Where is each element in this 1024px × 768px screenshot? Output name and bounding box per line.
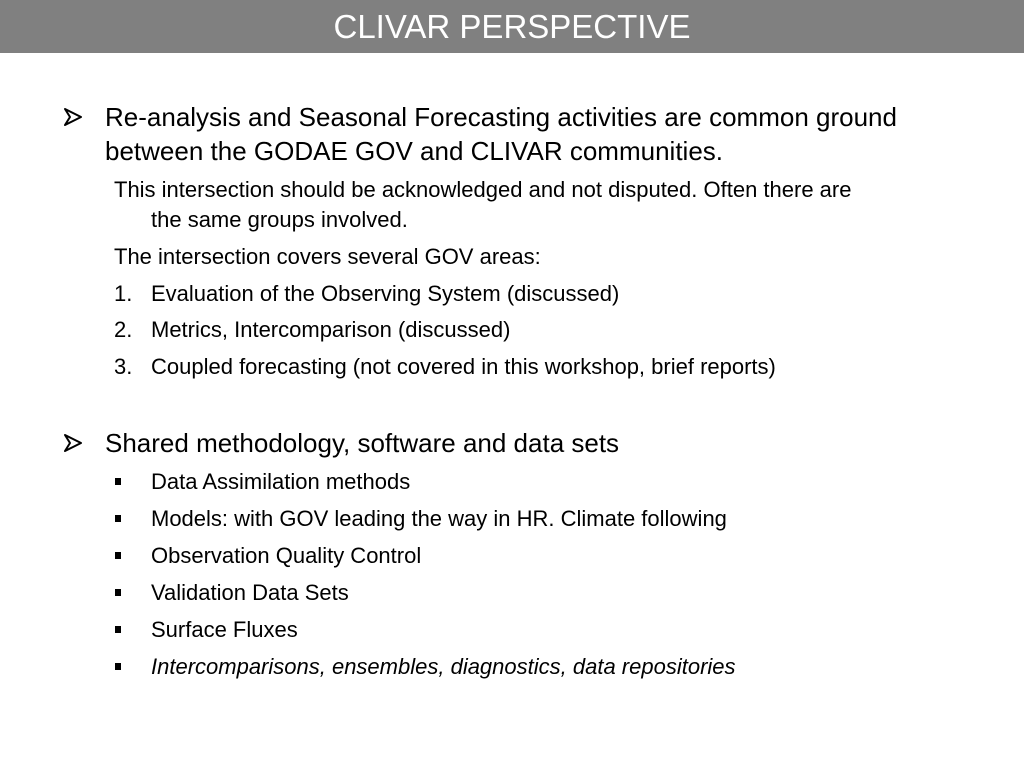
list-item: Coupled forecasting (not covered in this workshop, brief reports) bbox=[151, 354, 776, 379]
square-bullet-icon bbox=[115, 663, 121, 670]
arrowhead-bullet-icon bbox=[62, 432, 84, 454]
square-bullet-icon bbox=[115, 552, 121, 559]
section2-heading: Shared methodology, software and data sets bbox=[105, 428, 620, 458]
list-item: Metrics, Intercomparison (discussed) bbox=[151, 317, 511, 342]
slide-title: CLIVAR PERSPECTIVE bbox=[0, 0, 1024, 53]
square-bullet-icon bbox=[115, 626, 121, 633]
list-item-number: 3. bbox=[114, 354, 133, 379]
list-item: Surface Fluxes bbox=[151, 617, 298, 642]
square-bullet-icon bbox=[115, 478, 121, 485]
list-item: Observation Quality Control bbox=[151, 543, 422, 568]
list-item: Intercomparisons, ensembles, diagnostics, data repositories bbox=[151, 654, 736, 679]
section1-text-line1: Re-analysis and Seasonal Forecasting activities are common ground bbox=[105, 102, 897, 132]
square-bullet-icon bbox=[115, 589, 121, 596]
list-item: Models: with GOV leading the way in HR. Climate following bbox=[151, 506, 727, 531]
list-item: Evaluation of the Observing System (discussed) bbox=[151, 281, 620, 306]
intersection-note-line1: This intersection should be acknowledged and not disputed. Often there are bbox=[114, 177, 852, 202]
list-item-number: 1. bbox=[114, 281, 133, 306]
gov-areas-intro: The intersection covers several GOV areas: bbox=[114, 244, 541, 269]
list-item: Validation Data Sets bbox=[151, 580, 349, 605]
list-item: Data Assimilation methods bbox=[151, 469, 411, 494]
square-bullet-icon bbox=[115, 515, 121, 522]
list-item-number: 2. bbox=[114, 317, 133, 342]
section1-text-line2: between the GODAE GOV and CLIVAR communities. bbox=[105, 136, 724, 166]
arrowhead-bullet-icon bbox=[62, 106, 84, 128]
intersection-note-line2: the same groups involved. bbox=[151, 207, 408, 232]
